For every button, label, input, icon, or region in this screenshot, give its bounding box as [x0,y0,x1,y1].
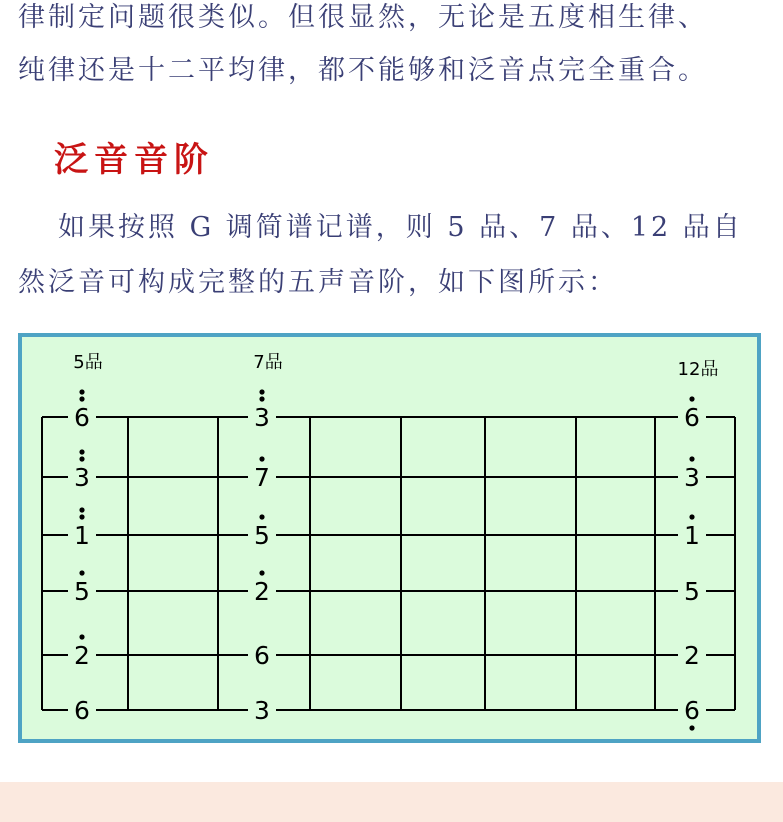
octave-dot-above [79,396,84,401]
octave-dot-above [689,456,694,461]
note-numeral: 3 [684,463,700,492]
fretboard-diagram [22,337,757,739]
paragraph-line-2: 纯律还是十二平均律，都不能够和泛音点完全重合。 [18,55,708,86]
note-numeral: 5 [74,577,90,606]
octave-dot-above [689,396,694,401]
fret-label: 12品 [677,359,719,380]
note-numeral: 5 [254,521,270,550]
note-numeral: 5 [684,577,700,606]
harmonic-scale-figure [18,333,761,743]
octave-dot-below [689,725,694,730]
note-numeral: 1 [74,521,90,550]
octave-dot-above [79,389,84,394]
note-numeral: 2 [254,577,270,606]
octave-dot-above [259,514,264,519]
note-numeral: 2 [684,641,700,670]
note-numeral: 6 [254,641,270,670]
octave-dot-above [689,514,694,519]
page-footer-band [0,782,783,822]
octave-dot-above [79,507,84,512]
note-numeral: 6 [684,696,700,725]
note-numeral: 7 [254,463,270,492]
section-heading: 泛音音阶 [54,140,214,180]
octave-dot-above [259,389,264,394]
note-numeral: 6 [74,696,90,725]
note-numeral: 2 [74,641,90,670]
note-numeral: 3 [254,403,270,432]
fret-label: 7品 [253,352,283,373]
paragraph-line-1: 律制定问题很类似。但很显然，无论是五度相生律、 [18,2,708,33]
note-numeral: 3 [74,463,90,492]
octave-dot-above [259,396,264,401]
note-numeral: 3 [254,696,270,725]
paragraph-line-4: 然泛音可构成完整的五声音阶，如下图所示： [18,267,618,298]
octave-dot-above [79,456,84,461]
octave-dot-above [259,456,264,461]
octave-dot-above [79,449,84,454]
octave-dot-above [79,514,84,519]
note-numeral: 6 [684,403,700,432]
fret-label: 5品 [73,352,103,373]
octave-dot-above [259,570,264,575]
note-numeral: 1 [684,521,700,550]
octave-dot-above [79,634,84,639]
note-numeral: 6 [74,403,90,432]
paragraph-line-3: 如果按照 G 调简谱记谱，则 5 品、7 品、12 品自 [58,212,743,243]
octave-dot-above [79,570,84,575]
